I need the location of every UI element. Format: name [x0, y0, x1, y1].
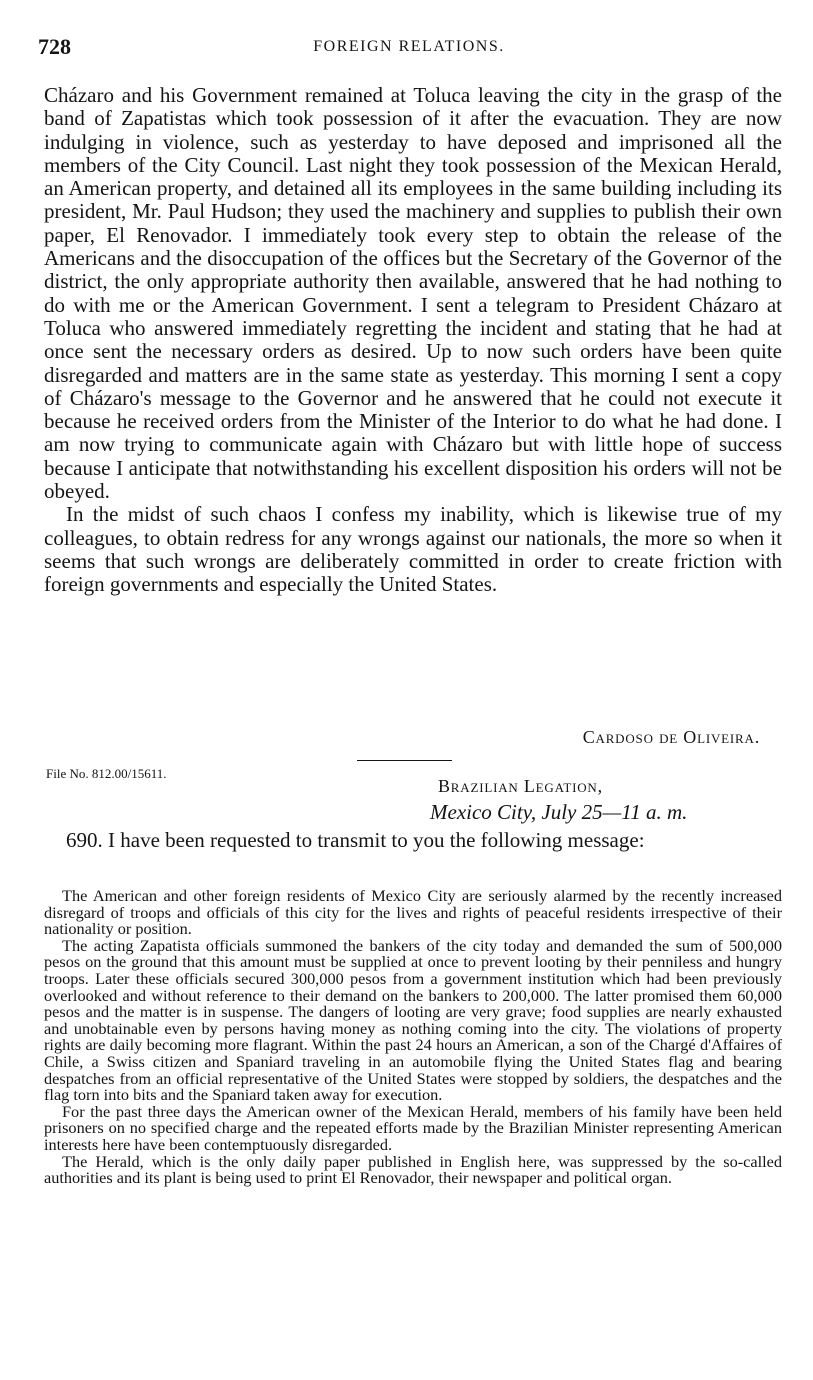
main-text [44, 84, 782, 597]
section-divider [357, 760, 452, 761]
page-header [38, 34, 780, 64]
running-head: FOREIGN RELATIONS. [313, 38, 505, 55]
file-number: File No. 812.00/15611. [46, 766, 167, 781]
paragraph-2: In the midst of such chaos I confess my inability, which is likewise true of my colleagues, to obtain redress for any wrongs against our nationals, the more so when it seems that such wrongs are deliberately committed in order to create friction with foreign governments and especially the United States. [44, 502, 782, 597]
paragraph-1: Cházaro and his Government remained at Toluca leaving the city in the grasp of the band of Zapatistas which took possession of it after the evacuation. They are now indulging in violence, such as yesterday to have deposed and imprisoned all the members of the City Council. Last night they took possession of the Mexican Herald, an American property, and detained all its employees in the same building including its president, Mr. Paul Hudson; they used the machinery and supplies to publish their own paper, El Renovador. I immediately took every step to obtain the release of the Americans and the disoccupation of the offices but the Secretary of the Governor of the district, the only appropriate authority then available, answered that he had nothing to do with me or the American Government. I sent a telegram to President Cházaro at Toluca who answered immediately regretting the incident and stating that he had at once sent the necessary orders as desired. Up to now such orders have been quite disregarded and matters are in the same state as yesterday. This morning I sent a copy of Cházaro's message to the Governor and he answered that he could not execute it because he received orders from the Minister of the Interior to do what he had done. I am now trying to communicate again with Cházaro but with little hope of success because I anticipate that notwithstanding his excellent disposition his orders will not be obeyed. [44, 83, 782, 504]
paragraph-690: 690. I have been requested to transmit to you the following message: [66, 828, 645, 852]
legation-heading: Brazilian Legation, [438, 776, 603, 796]
message-paragraph-3: For the past three days the American owner of the Mexican Herald, members of his family have been held prisoners on no specified charge and the repeated efforts made by the Brazilian Minister representing American interests here have been contemptuously disregarded. [44, 1101, 782, 1154]
page-number: 728 [38, 34, 71, 59]
quoted-message [44, 888, 782, 1187]
message-paragraph-2: The acting Zapatista officials summoned the bankers of the city today and demanded the sum of 500,000 pesos on the ground that this amount must be supplied at once to prevent looting by their penniless and hungry troops. Later these officials secured 300,000 pesos from a government institution which had been previously overlooked and without reference to their demand on the bankers to 200,000. The latter promised them 60,000 pesos and the matter is in suspense. The dangers of looting are very grave; food supplies are nearly exhausted and unobtainable even by persons having money as nothing coming into the city. The violations of property rights are daily becoming more flagrant. Within the past 24 hours an American, a son of the Chargé d'Affaires of Chile, a Swiss citizen and Spaniard traveling in an automobile flying the United States flag and bearing despatches from an official representative of the United States were stopped by soldiers, the despatches and the flag torn into bits and the Spaniard taken away for execution. [44, 935, 782, 1105]
message-paragraph-1: The American and other foreign residents of Mexico City are seriously alarmed by the recently increased disregard of troops and officials of this city for the lives and rights of peaceful residents irrespective of their nationality or position. [44, 886, 782, 939]
dateline: Mexico City, July 25—11 a. m. [430, 800, 688, 824]
message-paragraph-4: The Herald, which is the only daily paper published in English here, was suppressed by the so-called authorities and its plant is being used to print El Renovador, their newspaper and political organ. [44, 1151, 782, 1188]
signature: Cardoso de Oliveira. [582, 727, 760, 747]
